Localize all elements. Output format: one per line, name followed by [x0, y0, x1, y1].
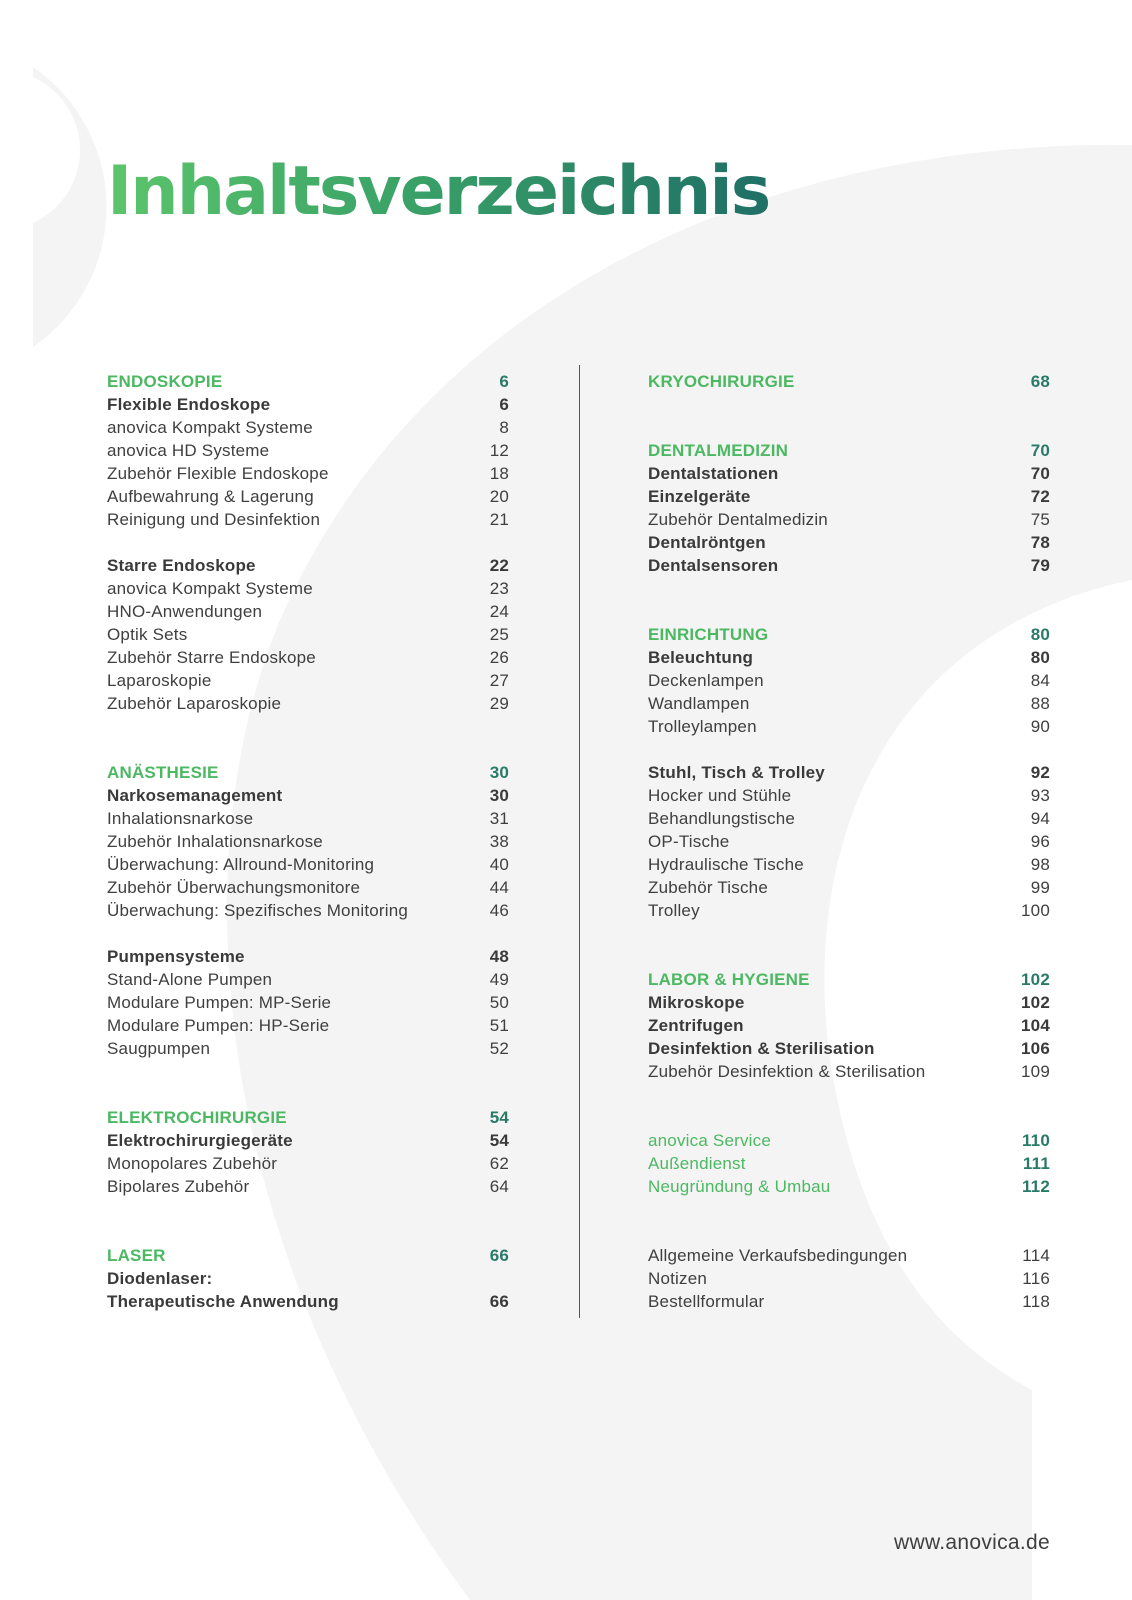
toc-item[interactable]: Wandlampen 88: [648, 693, 1050, 713]
toc-item[interactable]: Trolley 100: [648, 900, 1050, 920]
toc-item[interactable]: Zubehör Flexible Endoskope 18: [107, 463, 509, 483]
toc-item[interactable]: Einzelgeräte 72: [648, 486, 1050, 506]
toc-item[interactable]: Bipolares Zubehör 64: [107, 1176, 509, 1196]
toc-item[interactable]: HNO-Anwendungen 24: [107, 601, 509, 621]
toc-item[interactable]: Modulare Pumpen: HP-Serie 51: [107, 1015, 509, 1035]
column-divider: [579, 365, 580, 1318]
toc-misc-item[interactable]: Notizen 116: [648, 1268, 1050, 1288]
toc-item[interactable]: Deckenlampen 84: [648, 670, 1050, 690]
toc-section-labor-hygiene[interactable]: LABOR & HYGIENE 102: [648, 969, 1050, 989]
toc-subsection-narkosemanagement[interactable]: Narkosemanagement 30: [107, 785, 509, 805]
toc-section-elektrochirurgie[interactable]: ELEKTROCHIRURGIE 54: [107, 1107, 509, 1127]
toc-item[interactable]: Desinfektion & Sterilisation 106: [648, 1038, 1050, 1058]
toc-item[interactable]: Behandlungstische 94: [648, 808, 1050, 828]
toc-section-laser[interactable]: LASER 66: [107, 1245, 509, 1265]
toc-item[interactable]: Zubehör Desinfektion & Sterilisation 109: [648, 1061, 1050, 1081]
toc-right-column: [648, 370, 1050, 1313]
toc-misc-item[interactable]: Bestellformular 118: [648, 1291, 1050, 1311]
toc-left-column: [107, 370, 509, 1313]
toc-subsection-elektrochirurgiegeraete[interactable]: Elektrochirurgiegeräte 54: [107, 1130, 509, 1150]
toc-item[interactable]: Optik Sets 25: [107, 624, 509, 644]
toc-item[interactable]: Reinigung und Desinfektion 21: [107, 509, 509, 529]
toc-item[interactable]: Zubehör Laparoskopie 29: [107, 693, 509, 713]
toc-subsection-pumpensysteme[interactable]: Pumpensysteme 48: [107, 946, 509, 966]
toc-item[interactable]: Monopolares Zubehör 62: [107, 1153, 509, 1173]
toc-section-anaesthesie[interactable]: ANÄSTHESIE 30: [107, 762, 509, 782]
toc-item[interactable]: Zubehör Dentalmedizin 75: [648, 509, 1050, 529]
toc-item[interactable]: Überwachung: Spezifisches Monitoring 46: [107, 900, 509, 920]
website-url[interactable]: www.anovica.de: [894, 1531, 1050, 1554]
toc-subsection-diodenlaser[interactable]: Diodenlaser:: [107, 1268, 213, 1288]
toc-section-einrichtung[interactable]: EINRICHTUNG 80: [648, 624, 1050, 644]
toc-section-endoskopie[interactable]: ENDOSKOPIE 6: [107, 371, 509, 391]
toc-subsection-starre-endoskope[interactable]: Starre Endoskope 22: [107, 555, 509, 575]
toc-subsection-therapeutische-anwendung[interactable]: Therapeutische Anwendung 66: [107, 1291, 509, 1311]
toc-item[interactable]: Inhalationsnarkose 31: [107, 808, 509, 828]
toc-item[interactable]: Dentalstationen 70: [648, 463, 1050, 483]
toc-item[interactable]: anovica Kompakt Systeme 8: [107, 417, 509, 437]
page-title: Inhaltsverzeichnis: [107, 152, 770, 231]
toc-item[interactable]: anovica HD Systeme 12: [107, 440, 509, 460]
toc-item[interactable]: anovica Kompakt Systeme 23: [107, 578, 509, 598]
toc-item[interactable]: Dentalsensoren 79: [648, 555, 1050, 575]
toc-item[interactable]: Zubehör Inhalationsnarkose 38: [107, 831, 509, 851]
toc-item[interactable]: Aufbewahrung & Lagerung 20: [107, 486, 509, 506]
toc-subsection-flexible-endoskope[interactable]: Flexible Endoskope 6: [107, 394, 509, 414]
toc-misc-item[interactable]: Allgemeine Verkaufsbedingungen 114: [648, 1245, 1050, 1265]
toc-item[interactable]: Zubehör Überwachungsmonitore 44: [107, 877, 509, 897]
toc-service-item[interactable]: anovica Service 110: [648, 1130, 1050, 1150]
toc-item[interactable]: Trolleylampen 90: [648, 716, 1050, 736]
toc-item[interactable]: Hocker und Stühle 93: [648, 785, 1050, 805]
toc-item[interactable]: Modulare Pumpen: MP-Serie 50: [107, 992, 509, 1012]
toc-item[interactable]: Überwachung: Allround-Monitoring 40: [107, 854, 509, 874]
toc-subsection-beleuchtung[interactable]: Beleuchtung 80: [648, 647, 1050, 667]
toc-section-kryochirurgie[interactable]: KRYOCHIRURGIE 68: [648, 371, 1050, 391]
toc-item[interactable]: Laparoskopie 27: [107, 670, 509, 690]
toc-item[interactable]: Mikroskope 102: [648, 992, 1050, 1012]
toc-item[interactable]: Dentalröntgen 78: [648, 532, 1050, 552]
toc-service-item[interactable]: Außendienst 111: [648, 1153, 1050, 1173]
toc-item[interactable]: Stand-Alone Pumpen 49: [107, 969, 509, 989]
toc-item[interactable]: Zentrifugen 104: [648, 1015, 1050, 1035]
toc-item[interactable]: OP-Tische 96: [648, 831, 1050, 851]
toc-item[interactable]: Zubehör Starre Endoskope 26: [107, 647, 509, 667]
toc-service-item[interactable]: Neugründung & Umbau 112: [648, 1176, 1050, 1196]
toc-subsection-stuhl-tisch-trolley[interactable]: Stuhl, Tisch & Trolley 92: [648, 762, 1050, 782]
toc-item[interactable]: Zubehör Tische 99: [648, 877, 1050, 897]
toc-section-dentalmedizin[interactable]: DENTALMEDIZIN 70: [648, 440, 1050, 460]
toc-item[interactable]: Saugpumpen 52: [107, 1038, 509, 1058]
toc-item[interactable]: Hydraulische Tische 98: [648, 854, 1050, 874]
